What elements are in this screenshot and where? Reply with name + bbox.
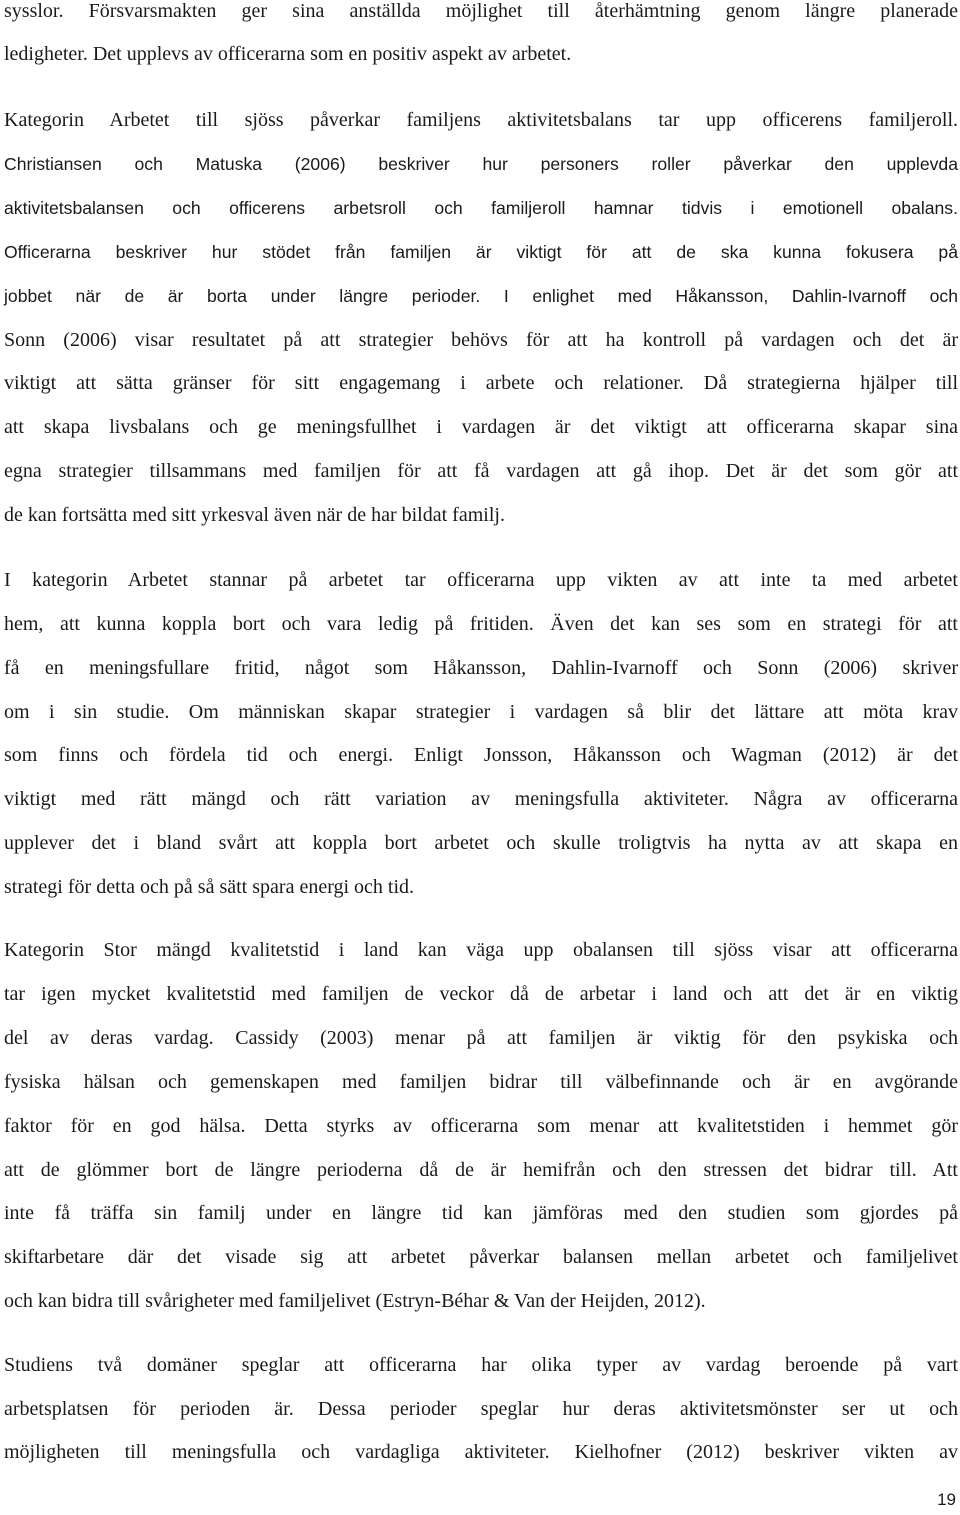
text-line: som finns och fördela tid och energi. Enligt Jonsson, Håkansson och Wagman (2012) är det xyxy=(4,744,958,766)
text-line: faktor för en god hälsa. Detta styrks av officerarna som menar att kvalitetstiden i hemmet gör xyxy=(4,1115,958,1137)
text-line: och kan bidra till svårigheter med familjelivet (Estryn-Béhar & Van der Heijden, 2012). xyxy=(4,1290,706,1312)
text-line: del av deras vardag. Cassidy (2003) menar på att familjen är viktig för den psykiska och xyxy=(4,1027,958,1049)
page-number: 19 xyxy=(937,1490,956,1509)
text-line: möjligheten till meningsfulla och vardagliga aktiviteter. Kielhofner (2012) beskriver vikten av xyxy=(4,1441,958,1463)
text-line: ledigheter. Det upplevs av officerarna som en positiv aspekt av arbetet. xyxy=(4,43,572,65)
text-line: Kategorin Arbetet till sjöss påverkar familjens aktivitetsbalans tar upp officerens familjeroll. xyxy=(4,109,958,131)
text-line: att skapa livsbalans och ge meningsfullhet i vardagen är det viktigt att officerarna skapar sina xyxy=(4,416,958,438)
text-line: I kategorin Arbetet stannar på arbetet tar officerarna upp vikten av att inte ta med arbetet xyxy=(4,569,958,591)
text-line: de kan fortsätta med sitt yrkesval även när de har bildat familj. xyxy=(4,504,505,526)
text-line: strategi för detta och på så sätt spara energi och tid. xyxy=(4,876,415,898)
text-line: upplever det i bland svårt att koppla bort arbetet och skulle troligtvis ha nytta av att skapa en xyxy=(4,832,958,854)
text-line: Christiansen och Matuska (2006) beskriver hur personers roller påverkar den upplevda xyxy=(4,154,958,174)
text-line: tar igen mycket kvalitetstid med familjen de veckor då de arbetar i land och att det är en viktig xyxy=(4,983,958,1005)
text-line: Sonn (2006) visar resultatet på att strategier behövs för att ha kontroll på vardagen och det är xyxy=(4,329,958,351)
text-line: Officerarna beskriver hur stödet från familjen är viktigt för att de ska kunna fokusera på xyxy=(4,242,958,262)
text-line: om i sin studie. Om människan skapar strategier i vardagen så blir det lättare att möta krav xyxy=(4,701,958,723)
text-line: hem, att kunna koppla bort och vara ledig på fritiden. Även det kan ses som en strategi för att xyxy=(4,613,958,635)
text-line: sysslor. Försvarsmakten ger sina anställda möjlighet till återhämtning genom längre planerade xyxy=(4,0,958,22)
text-line: aktivitetsbalansen och officerens arbetsroll och familjeroll hamnar tidvis i emotionell obalans. xyxy=(4,198,958,218)
text-line: Kategorin Stor mängd kvalitetstid i land kan väga upp obalansen till sjöss visar att officerarna xyxy=(4,939,958,961)
text-line: fysiska hälsan och gemenskapen med familjen bidrar till välbefinnande och är en avgörande xyxy=(4,1071,958,1093)
text-line: få en meningsfullare fritid, något som Håkansson, Dahlin-Ivarnoff och Sonn (2006) skriver xyxy=(4,657,958,679)
text-line: egna strategier tillsammans med familjen för att få vardagen att gå ihop. Det är det som gör att xyxy=(4,460,958,482)
text-line: inte få träffa sin familj under en längre tid kan jämföras med den studien som gjordes på xyxy=(4,1202,958,1224)
text-line: viktigt att sätta gränser för sitt engagemang i arbete och relationer. Då strategierna hjälper till xyxy=(4,372,958,394)
text-line: jobbet när de är borta under längre perioder. I enlighet med Håkansson, Dahlin-Ivarnoff och xyxy=(4,286,958,306)
text-line: viktigt med rätt mängd och rätt variation av meningsfulla aktiviteter. Några av officerarna xyxy=(4,788,958,810)
text-line: Studiens två domäner speglar att officerarna har olika typer av vardag beroende på vart xyxy=(4,1354,958,1376)
text-line: skiftarbetare där det visade sig att arbetet påverkar balansen mellan arbetet och familjelivet xyxy=(4,1246,958,1268)
text-line: arbetsplatsen för perioden är. Dessa perioder speglar hur deras aktivitetsmönster ser ut och xyxy=(4,1398,958,1420)
text-line: att de glömmer bort de längre perioderna då de är hemifrån och den stressen det bidrar till. Att xyxy=(4,1159,958,1181)
